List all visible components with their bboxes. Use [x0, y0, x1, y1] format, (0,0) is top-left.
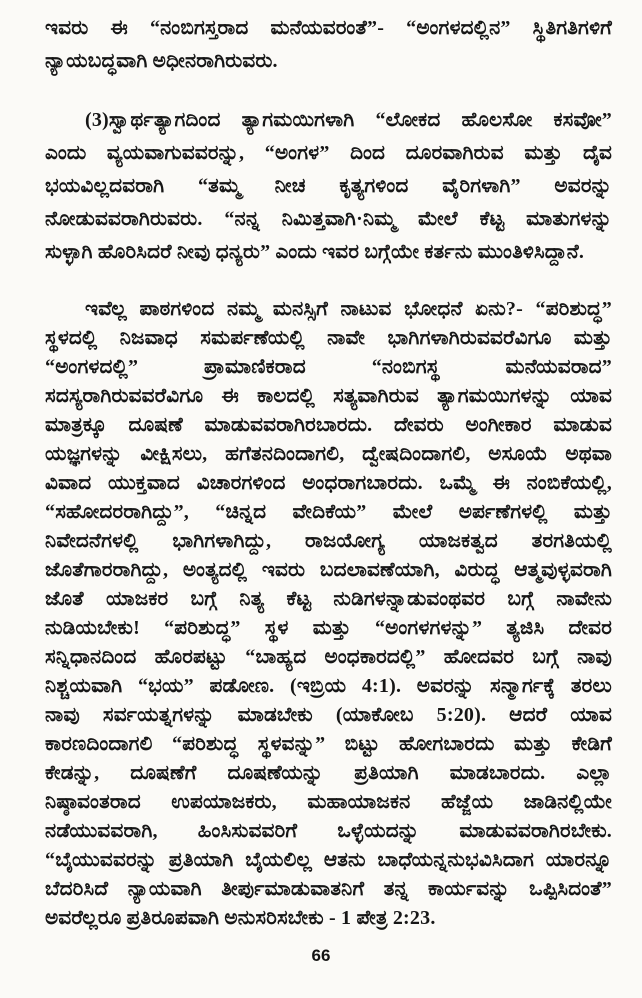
- text-line: ಇವರು ಈ “ನಂಬಿಗಸ್ತರಾದ ಮನೆಯವರಂತೆ”- “ಅಂಗಳದಲ್ಲಿನ” ಸ್ಥಿತಿಗತಿಗಳಿಗೆ: [45, 17, 612, 39]
- text-line: ಎಂದು ವ್ಯಯವಾಗುವವರನ್ನು, “ಅಂಗಳ” ದಿಂದ ದೂರವಾಗಿರುವ ಮತ್ತು ದೈವ: [45, 142, 612, 164]
- text-line: ನ್ಯಾಯಬದ್ಧವಾಗಿ ಅಧೀನರಾಗಿರುವರು.: [45, 50, 278, 72]
- text-line: ವಿವಾದ ಯುಕ್ತವಾದ ವಿಚಾರಗಳಿಂದ ಅಂಧರಾಗಬಾರದು. ಒಮ್ಮೆ ಈ ನಂಬಿಕೆಯಲ್ಲಿ,: [45, 472, 612, 494]
- text-line: ಸ್ಥಳದಲ್ಲಿ ನಿಜವಾಧ ಸಮರ್ಪಣೆಯಲ್ಲಿ ನಾವೇ ಭಾಗಿಗಳಾಗಿರುವವರೆವಿಗೂ ಮತ್ತು: [45, 327, 612, 349]
- text-line: ನಡೆಯುವವರಾಗಿ, ಹಿಂಸಿಸುವವರಿಗೆ ಒಳ್ಳೆಯದನ್ನು ಮಾಡುವವರಾಗಿರಬೇಕು.: [45, 820, 612, 842]
- text-line: (3)ಸ್ವಾರ್ಥತ್ಯಾಗದಿಂದ ತ್ಯಾಗಮಯಿಗಳಾಗಿ “ಲೋಕದ ಹೊಲಸೋ ಕಸವೋ”: [85, 109, 612, 131]
- body-text: [45, 12, 612, 959]
- text-line: “ಸಹೋದರರಾಗಿದ್ದು”, “ಚಿನ್ನದ ವೇದಿಕೆಯ” ಮೇಲೆ ಅರ್ಪಣೆಗಳಲ್ಲಿ ಮತ್ತು: [45, 501, 612, 523]
- text-line: ಅವರೆಲ್ಲರೂ ಪ್ರತಿರೂಪವಾಗಿ ಅನುಸರಿಸಬೇಕು - 1 ಪೇತ್ರ 2:23.: [45, 907, 436, 929]
- text-line: ನಿವೇದನೆಗಳಲ್ಲಿ ಭಾಗಿಗಳಾಗಿದ್ದು, ರಾಜಯೋಗ್ಯ ಯಾಜಕತ್ವದ ತರಗತಿಯಲ್ಲಿ: [45, 530, 612, 552]
- text-line: ಕೇಡನ್ನು, ದೂಷಣೆಗೆ ದೂಷಣೆಯನ್ನು ಪ್ರತಿಯಾಗಿ ಮಾಡಬಾರದು. ಎಲ್ಲಾ: [45, 762, 612, 784]
- text-line: ಬೆದರಿಸಿದೆ ನ್ಯಾಯವಾಗಿ ತೀರ್ಪುಮಾಡುವಾತನಿಗೆ ತನ್ನ ಕಾರ್ಯವನ್ನು ಒಪ್ಪಿಸಿದಂತೆ”: [45, 878, 612, 900]
- text-line: ನಾವು ಸರ್ವಯತ್ನಗಳನ್ನು ಮಾಡಬೇಕು (ಯಾಕೋಬ 5:20). ಆದರೆ ಯಾವ: [45, 704, 612, 726]
- text-line: ಜೊತೆಗಾರರಾಗಿದ್ದು, ಅಂತ್ಯದಲ್ಲಿ ಇವರು ಬದಲಾವಣೆಯಾಗಿ, ವಿರುದ್ಧ ಆತ್ಮವುಳ್ಳವರಾಗಿ: [45, 559, 612, 581]
- paragraph-continuation: [45, 12, 612, 78]
- text-line: “ಬೈಯುವವರನ್ನು ಪ್ರತಿಯಾಗಿ ಬೈಯಲಿಲ್ಲ ಆತನು ಬಾಧೆಯನ್ನನುಭವಿಸಿದಾಗ ಯಾರನ್ನೂ: [45, 849, 612, 871]
- text-line: ಕಾರಣದಿಂದಾಗಲಿ “ಪರಿಶುದ್ಧ ಸ್ಥಳವನ್ನು” ಬಿಟ್ಟು ಹೋಗಬಾರದು ಮತ್ತು ಕೇಡಿಗೆ: [45, 733, 612, 755]
- text-line: ನೋಡುವವರಾಗಿರುವರು. “ನನ್ನ ನಿಮಿತ್ತವಾಗಿ·ನಿಮ್ಮ ಮೇಲೆ ಕೆಟ್ಟ ಮಾತುಗಳನ್ನು: [45, 208, 612, 230]
- text-line: ನಿಷ್ಠಾವಂತರಾದ ಉಪಯಾಜಕರು, ಮಹಾಯಾಜಕನ ಹೆಜ್ಜೆಯ ಜಾಡಿನಲ್ಲಿಯೇ: [45, 791, 612, 813]
- text-line: ಇವೆಲ್ಲ ಪಾಠಗಳಿಂದ ನಮ್ಮ ಮನಸ್ಸಿಗೆ ನಾಟುವ ಭೋಧನೆ ಏನು?- “ಪರಿಶುದ್ಧ”: [85, 298, 612, 320]
- text-line: “ಅಂಗಳದಲ್ಲಿ” ಪ್ರಾಮಾಣಿಕರಾದ “ನಂಬಿಗಸ್ಥ ಮನೆಯವರಾದ”: [45, 356, 612, 378]
- text-line: ನಿಶ್ಚಯವಾಗಿ “ಭಯ” ಪಡೋಣ. (ಇಬ್ರಿಯ 4:1). ಅವರನ್ನು ಸನ್ಮಾರ್ಗಕ್ಕೆ ತರಲು: [45, 675, 612, 697]
- text-line: ಸನ್ನಿಧಾನದಿಂದ ಹೊರಪಟ್ಟು “ಬಾಹ್ಯದ ಅಂಧಕಾರದಲ್ಲಿ” ಹೋದವರ ಬಗ್ಗೆ ನಾವು: [45, 646, 612, 668]
- text-line: ಭಯವಿಲ್ಲದವರಾಗಿ “ತಮ್ಮ ನೀಚ ಕೃತ್ಯಗಳಿಂದ ವೈರಿಗಳಾಗಿ” ಅವರನ್ನು: [45, 175, 612, 197]
- page-number: 66: [311, 946, 331, 965]
- text-line: ಸುಳ್ಳಾಗಿ ಹೊರಿಸಿದರೆ ನೀವು ಧನ್ಯರು” ಎಂದು ಇವರ ಬಗ್ಗೆಯೇ ಕರ್ತನು ಮುಂತಿಳಿಸಿದ್ದಾನೆ.: [45, 241, 585, 263]
- text-line: ನುಡಿಯಬೇಕು! “ಪರಿಶುದ್ಧ” ಸ್ಥಳ ಮತ್ತು “ಅಂಗಳಗಳನ್ನು” ತ್ಯಜಿಸಿ ದೇವರ: [45, 617, 612, 639]
- text-line: ಯಜ್ಞಗಳನ್ನು ವೀಕ್ಷಿಸಲು, ಹಗೆತನದಿಂದಾಗಲಿ, ದ್ವೇಷದಿಂದಾಗಲಿ, ಅಸೂಯೆ ಅಥವಾ: [45, 443, 612, 465]
- text-line: ಜೊತೆ ಯಾಜಕರ ಬಗ್ಗೆ ನಿತ್ಯ ಕೆಟ್ಟ ನುಡಿಗಳನ್ನಾಡುವಂಥವರ ಬಗ್ಗೆ ನಾವೇನು: [45, 588, 612, 610]
- paragraph-lesson: [45, 295, 612, 933]
- paragraph-item-3: [45, 104, 612, 269]
- text-line: ಮಾತ್ರಕ್ಕೂ ದೂಷಣೆ ಮಾಡುವವರಾಗಿರಬಾರದು. ದೇವರು ಅಂಗೀಕಾರ ಮಾಡುವ: [45, 414, 612, 436]
- text-line: ಸದಸ್ಯರಾಗಿರುವವರೆವಿಗೂ ಈ ಕಾಲದಲ್ಲಿ ಸತ್ಯವಾಗಿರುವ ತ್ಯಾಗಮಯಿಗಳನ್ನು ಯಾವ: [45, 385, 612, 407]
